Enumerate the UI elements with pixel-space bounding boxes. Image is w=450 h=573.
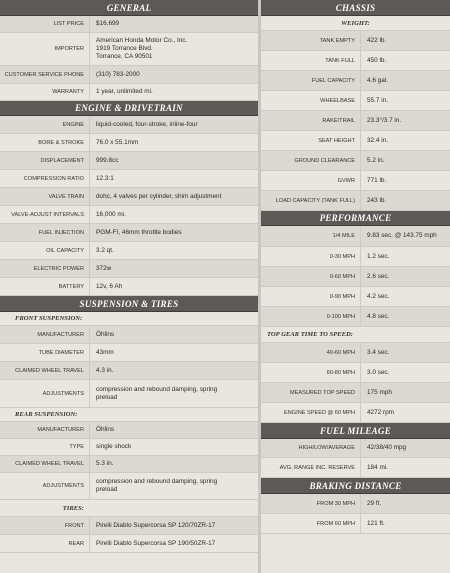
row-value: 175 mph (367, 388, 392, 396)
row-label: DISPLACEMENT (0, 152, 90, 169)
row-value: 16,000 mi. (96, 210, 126, 218)
row-label: IMPORTER (0, 33, 90, 65)
table-row (0, 206, 258, 224)
fuel-header: FUEL MILEAGE (261, 423, 450, 439)
right-column (261, 0, 450, 573)
row-value: 4.8 sec. (367, 312, 390, 320)
row-value: 5.3 in. (96, 460, 114, 467)
row-value: 4272 rpm (367, 408, 394, 416)
table-row (261, 31, 450, 51)
row-label: COMPRESSION RATIO (0, 170, 90, 187)
table-row (0, 473, 258, 500)
table-row (0, 242, 258, 260)
row-value: 3.4 sec. (367, 348, 390, 356)
row-value: 1.2 sec. (367, 252, 390, 260)
row-label: 0-60 MPH (261, 267, 361, 286)
row-label: VALVE TRAIN (0, 188, 90, 205)
row-label: FUEL CAPACITY (261, 71, 361, 90)
row-label: TANK EMPTY (261, 31, 361, 50)
table-row (261, 267, 450, 287)
row-value: 29 ft. (367, 499, 382, 507)
row-value: 243 lb. (367, 196, 387, 204)
row-value: dohc, 4 valves per cylinder, shim adjustment (96, 192, 222, 200)
table-row (261, 151, 450, 171)
row-value: 4.2 sec. (367, 292, 390, 300)
table-row (0, 84, 258, 101)
row-value: liquid-cooled, four-stroke, inline-four (96, 120, 198, 128)
table-row (0, 422, 258, 439)
importer-address (90, 33, 258, 65)
value-line: compression and rebound damping, spring (96, 478, 218, 485)
row-value: Öhlins (96, 330, 115, 338)
row-value: 55.7 in. (367, 96, 388, 104)
general-header: GENERAL (0, 0, 258, 16)
row-label: FUEL INJECTION (0, 224, 90, 241)
row-value: 4.6 gal. (367, 76, 388, 84)
row-label: TYPE (0, 439, 90, 455)
row-label: FRONT (0, 517, 90, 534)
table-row (261, 91, 450, 111)
row-value: 5.2 in. (367, 156, 385, 164)
row-label: 0-90 MPH (261, 287, 361, 306)
table-row (0, 188, 258, 206)
row-label: OIL CAPACITY (0, 242, 90, 259)
table-row (0, 33, 258, 66)
row-value: 32.4 in. (367, 136, 388, 144)
table-row (0, 535, 258, 553)
row-value: 3.0 sec. (367, 368, 390, 376)
row-value: 372w (96, 264, 112, 272)
row-value: $16,699 (96, 20, 120, 27)
table-row (0, 224, 258, 242)
row-label: REAR (0, 535, 90, 552)
row-label: VALVE-ADJUST INTERVALS (0, 206, 90, 223)
table-row (261, 383, 450, 403)
suspension-header: SUSPENSION & TIRES (0, 296, 258, 312)
row-value: PGM-FI, 46mm throttle bodies (96, 228, 182, 236)
table-row (261, 226, 450, 247)
weight-heading: WEIGHT: (261, 16, 450, 31)
row-label: SEAT HEIGHT (261, 131, 361, 150)
address-line: Torrance, CA 90501 (96, 53, 153, 60)
table-row (261, 287, 450, 307)
row-label: HIGH/LOW/AVERAGE (261, 439, 361, 457)
row-label: AVG. RANGE INC. RESERVE (261, 458, 361, 477)
row-value: 23.3°/3.7 in. (367, 116, 402, 124)
front-suspension-heading: FRONT SUSPENSION: (0, 312, 258, 326)
table-row (0, 326, 258, 344)
performance-header: PERFORMANCE (261, 211, 450, 226)
row-label: BORE & STROKE (0, 134, 90, 151)
row-label: ENGINE (0, 116, 90, 133)
table-row (0, 116, 258, 134)
table-row (261, 494, 450, 514)
row-label: 0-30 MPH (261, 247, 361, 266)
row-value: 12v, 6 Ah (96, 282, 123, 290)
table-row (261, 439, 450, 458)
row-label: TANK FULL (261, 51, 361, 70)
table-row (261, 111, 450, 131)
row-value: 4.3 in. (96, 366, 114, 374)
row-label: 0-100 MPH (261, 307, 361, 326)
top-gear-heading: TOP GEAR TIME TO SPEED: (261, 327, 450, 343)
row-label: ADJUSTMENTS (0, 380, 90, 407)
row-value: Öhlins (96, 426, 115, 433)
table-row (0, 16, 258, 33)
row-label: LIST PRICE (0, 16, 90, 32)
row-value: 771 lb. (367, 176, 387, 184)
table-row (0, 362, 258, 380)
row-label: LOAD CAPACITY (TANK FULL) (261, 191, 361, 210)
table-row (261, 363, 450, 383)
rear-suspension-heading: REAR SUSPENSION: (0, 408, 258, 422)
row-value: single shock (96, 443, 132, 450)
row-value: 422 lb. (367, 36, 387, 44)
row-label: GROUND CLEARANCE (261, 151, 361, 170)
row-value: 3.2 qt. (96, 246, 114, 254)
value-line: preload (96, 486, 118, 493)
row-value: 12.3:1 (96, 174, 114, 182)
row-value: 1 year, unlimited mi. (96, 88, 153, 95)
table-row (261, 343, 450, 363)
table-row (0, 260, 258, 278)
value-line: preload (96, 393, 118, 401)
row-label: RAKE/TRAIL (261, 111, 361, 130)
row-label: WARRANTY (0, 84, 90, 100)
table-row (261, 191, 450, 211)
row-value: 450 lb. (367, 56, 387, 64)
row-label: MANUFACTURER (0, 422, 90, 438)
table-row (0, 456, 258, 473)
table-row (0, 152, 258, 170)
table-row (261, 71, 450, 91)
row-value: Pirelli Diablo Supercorsa SP 190/50ZR-17 (96, 539, 216, 547)
row-value: 184 mi. (367, 463, 388, 471)
row-label: BATTERY (0, 278, 90, 295)
table-row (0, 344, 258, 362)
table-row (0, 517, 258, 535)
table-row (261, 514, 450, 534)
table-row (261, 458, 450, 478)
table-row (261, 247, 450, 267)
row-value: 76.0 x 55.1mm (96, 138, 139, 146)
table-row (261, 403, 450, 423)
chassis-header: CHASSIS (261, 0, 450, 16)
table-row (261, 51, 450, 71)
row-label: MEASURED TOP SPEED (261, 383, 361, 402)
table-row (0, 439, 258, 456)
table-row (0, 66, 258, 84)
row-value: 2.6 sec. (367, 272, 390, 280)
adjustments-value (90, 473, 258, 499)
row-label: GVWR (261, 171, 361, 190)
row-label: 60-80 MPH (261, 363, 361, 382)
table-row (261, 171, 450, 191)
engine-header: ENGINE & DRIVETRAIN (0, 101, 258, 116)
row-label: FROM 60 MPH (261, 514, 361, 533)
table-row (261, 131, 450, 151)
row-label: ADJUSTMENTS (0, 473, 90, 499)
row-value: 9.83 sec. @ 143.75 mph (367, 232, 437, 239)
table-row (0, 134, 258, 152)
row-value: 121 ft. (367, 519, 385, 527)
row-label: MANUFACTURER (0, 326, 90, 343)
adjustments-value (90, 380, 258, 407)
row-value: Pirelli Diablo Supercorsa SP 120/70ZR-17 (96, 521, 216, 529)
row-value: 999.8cc (96, 156, 119, 164)
row-label: WHEELBASE (261, 91, 361, 110)
table-row (0, 380, 258, 408)
value-line: compression and rebound damping, spring (96, 385, 218, 393)
row-label: CUSTOMER SERVICE PHONE (0, 66, 90, 83)
braking-header: BRAKING DISTANCE (261, 478, 450, 494)
row-label: CLAIMED WHEEL TRAVEL (0, 362, 90, 379)
table-row (0, 278, 258, 296)
address-line: 1919 Torrance Blvd. (96, 45, 153, 52)
row-label: ENGINE SPEED @ 60 MPH (261, 403, 361, 422)
row-label: 1/4 MILE (261, 226, 361, 246)
row-label: CLAIMED WHEEL TRAVEL (0, 456, 90, 472)
row-label: ELECTRIC POWER (0, 260, 90, 277)
row-label: TUBE DIAMETER (0, 344, 90, 361)
row-value: (310) 783-2000 (96, 70, 140, 78)
row-value: 42/38/40 mpg (367, 444, 407, 451)
row-label: 40-60 MPH (261, 343, 361, 362)
table-row (0, 170, 258, 188)
row-value: 43mm (96, 348, 114, 356)
tires-heading: TIRES: (0, 500, 258, 517)
address-line: American Honda Motor Co., Inc. (96, 37, 188, 44)
table-row (261, 307, 450, 327)
row-label: FROM 30 MPH (261, 494, 361, 513)
